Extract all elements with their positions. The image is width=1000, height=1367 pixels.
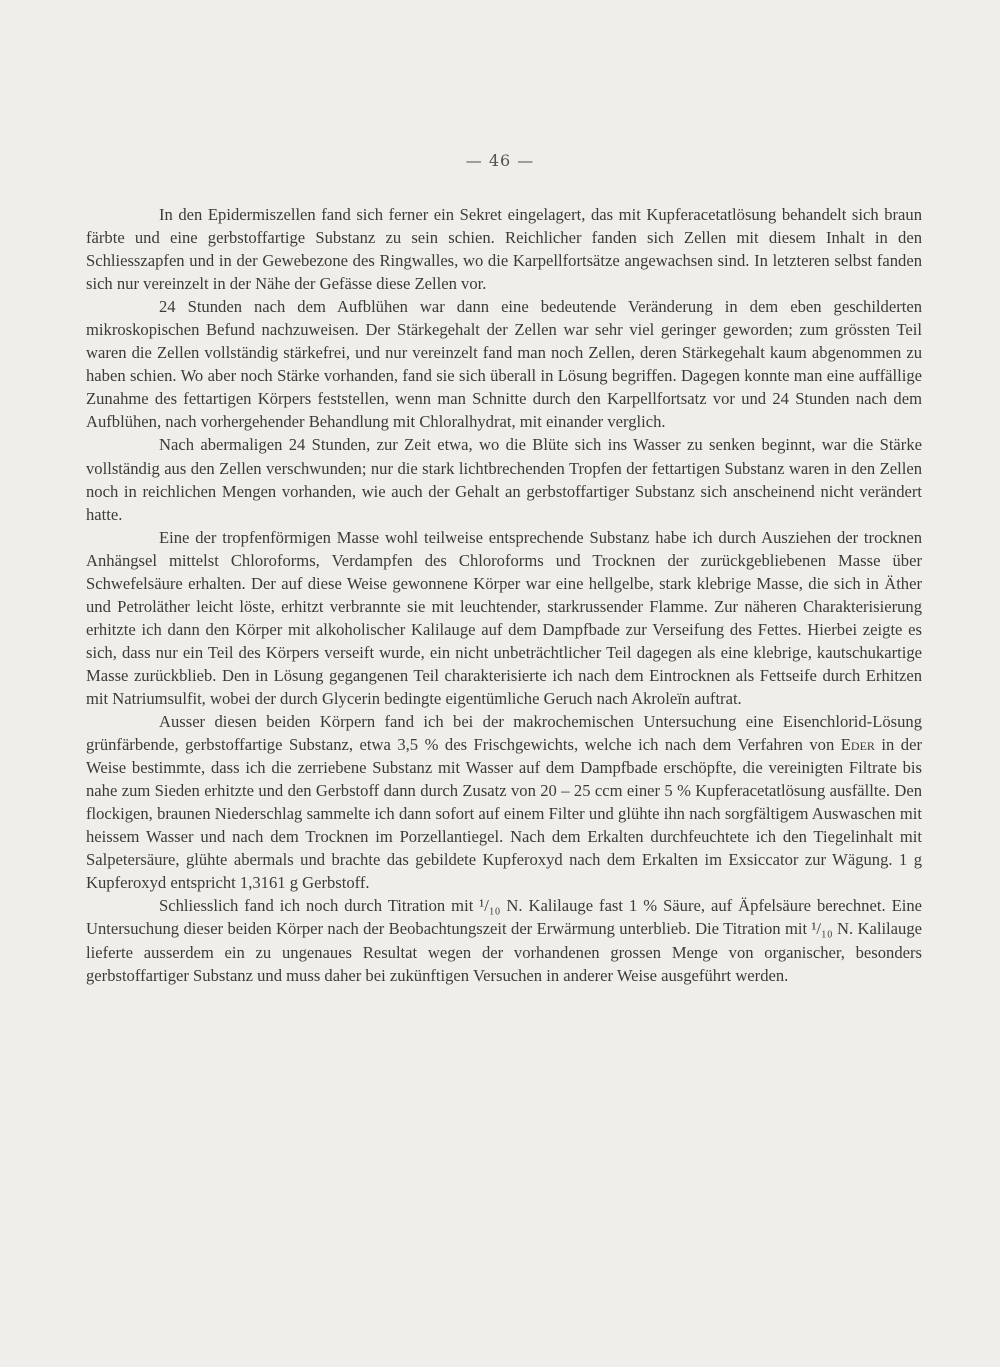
paragraph-tannin-determination xyxy=(86,710,922,894)
paragraph-text-part: Ausser diesen beiden Körpern fand ich bei der makrochemischen Untersuchung eine Eisenchlorid-Lösung grünfärbende, gerbstoffartige Substanz, etwa 3,5 % des Frischgewichts, welche ich nach dem Verfahren von xyxy=(86,712,922,755)
paragraph-chloroform-extraction: Eine der tropfenförmigen Masse wohl teilweise entsprechende Substanz habe ich durch Ausziehen der trocknen Anhängsel mittelst Chloroforms, Verdampfen des Chloroforms und Trocknen der zurückgebliebenen Masse über Schwefelsäure erhalten. Der auf diese Weise gewonnene Körper war eine hellgelbe, stark klebrige Masse, die sich in Äther und Petroläther leicht löste, erhitzt verbrannte sie mit leuchtender, starkrussender Flamme. Zur näheren Charakterisierung erhitzte ich dann den Körper mit alkoholischer Kalilauge auf dem Dampfbade zur Verseifung des Fettes. Hierbei zeigte es sich, dass nur ein Teil des Körpers verseift wurde, ein nicht unbeträchtlicher Teil dagegen als eine klebrige, kautschukartige Masse zurückblieb. Den in Lösung gegangenen Teil charakterisierte ich nach dem Eintrocknen als Fettseife durch Erhitzen mit Natriumsulfit, wobei der durch Glycerin bedingte eigentümliche Geruch nach Akroleïn auftrat. xyxy=(86,527,922,708)
paragraph-text-part: in der Weise bestimmte, dass ich die zerriebene Substanz mit Wasser auf dem Dampfbade erschöpfte, die vereinigten Filtrate bis nahe zum Sieden erhitzte und den Gerbstoff dann durch Zusatz von 20 – 25 ccm einer 5 % Kupferacetatlösung ausfällte. Den flockigen, braunen Niederschlag sammelte ich dann sofort auf einem Filter und glühte ihn nach sorgfältigem Auswaschen mit heissem Wasser und nach dem Trocknen im Porzellantiegel. Nach dem Erkalten durchfeuchtete ich den Tiegelinhalt mit Salpetersäure, glühte abermals und brachte das gebildete Kupferoxyd nach dem Erkalten im Exsiccator zur Wägung. 1 g Kupferoxyd entspricht 1,3161 g Gerbstoff. xyxy=(86,735,922,893)
paragraph-titration: Schliesslich fand ich noch durch Titration mit ¹/₁₀ N. Kalilauge fast 1 % Säure, auf Äpfelsäure berechnet. Eine Untersuchung dieser beiden Körper nach der Beobachtungszeit der Erwärmung unterblieb. Die Titration mit ¹/₁₀ N. Kalilauge lieferte ausserdem ein zu ungenaues Resultat wegen der vorhandenen grossen Menge von organischer, besonders gerbstoffartiger Substanz und muss daher bei zukünftigen Versuchen in anderer Weise ausgeführt werden. xyxy=(86,896,922,985)
body-text xyxy=(86,203,922,987)
page-number: — 46 — xyxy=(465,151,535,170)
paragraph-further-24-hours: Nach abermaligen 24 Stunden, zur Zeit etwa, wo die Blüte sich ins Wasser zu senken beginnt, war die Stärke vollständig aus den Zellen verschwunden; nur die stark lichtbrechenden Tropfen der fettartigen Substanz waren in den Zellen noch in reichlichen Mengen vorhanden, wie auch der Gehalt an gerbstoffartiger Substanz sich anscheinend nicht verändert hatte. xyxy=(86,435,922,524)
paragraph-24-hours-after-bloom: 24 Stunden nach dem Aufblühen war dann eine bedeutende Veränderung in dem eben geschilderten mikroskopischen Befund nachzuweisen. Der Stärkegehalt der Zellen war sehr viel geringer geworden; zum grössten Teil waren die Zellen vollständig stärkefrei, und nur vereinzelt fand man noch Zellen, deren Stärkegehalt kaum abgenommen zu haben schien. Wo aber noch Stärke vorhanden, fand sie sich überall in Lösung begriffen. Dagegen konnte man eine auffällige Zunahme des fettartigen Körpers feststellen, wenn man Schnitte durch den Karpellfortsatz vor und 24 Stunden nach dem Aufblühen, nach vorhergehender Behandlung mit Chloralhydrat, mit einander verglich. xyxy=(86,297,922,432)
paragraph-epidermis-secretion: In den Epidermiszellen fand sich ferner ein Sekret eingelagert, das mit Kupferacetatlösung behandelt sich braun färbte und eine gerbstoffartige Substanz zu sein schien. Reichlicher fanden sich Zellen mit diesem Inhalt in den Schliesszapfen und in der Gewebezone des Ringwalles, wo die Karpellfortsätze angewachsen sind. In letzteren selbst fanden sich nur vereinzelt in der Nähe der Gefässe diese Zellen vor. xyxy=(86,205,922,294)
author-name: Eder xyxy=(840,735,875,755)
